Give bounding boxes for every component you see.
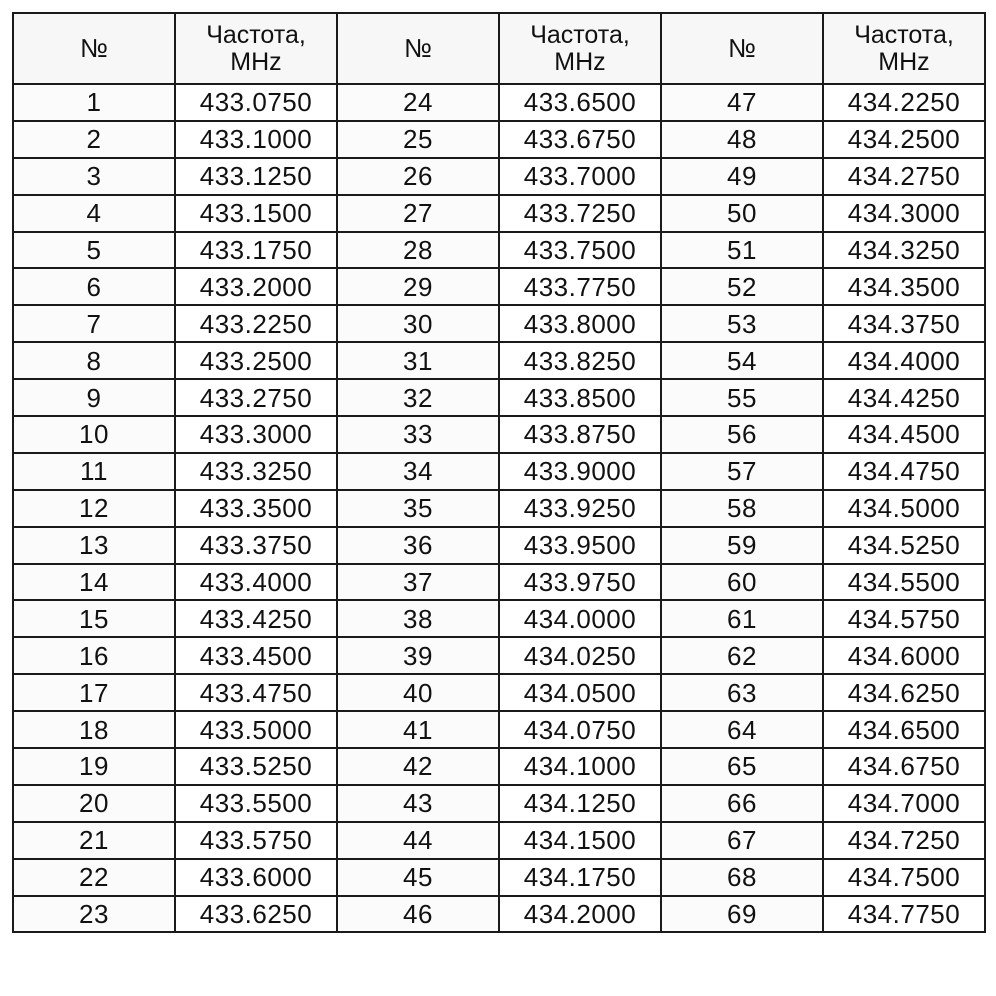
header-frequency-line1: Частота, xyxy=(854,20,954,49)
channel-number-cell: 5 xyxy=(13,232,175,269)
frequency-cell: 434.0250 xyxy=(499,637,661,674)
frequency-cell: 433.3250 xyxy=(175,453,337,490)
frequency-cell: 434.3500 xyxy=(823,268,985,305)
frequency-cell: 433.8750 xyxy=(499,416,661,453)
channel-number-cell: 53 xyxy=(661,305,823,342)
frequency-cell: 434.2250 xyxy=(823,84,985,121)
channel-number-cell: 69 xyxy=(661,896,823,933)
channel-number-cell: 13 xyxy=(13,527,175,564)
header-frequency-line1: Частота, xyxy=(530,20,630,49)
frequency-cell: 433.5250 xyxy=(175,748,337,785)
frequency-cell: 434.3750 xyxy=(823,305,985,342)
header-frequency xyxy=(499,13,661,84)
frequency-cell: 434.3250 xyxy=(823,232,985,269)
frequency-cell: 434.6250 xyxy=(823,674,985,711)
frequency-cell: 434.1250 xyxy=(499,785,661,822)
frequency-cell: 434.5000 xyxy=(823,490,985,527)
frequency-cell: 434.0750 xyxy=(499,711,661,748)
frequency-table-container xyxy=(12,12,986,933)
frequency-cell: 433.3750 xyxy=(175,527,337,564)
channel-number-cell: 34 xyxy=(337,453,499,490)
channel-number-cell: 40 xyxy=(337,674,499,711)
frequency-cell: 433.7000 xyxy=(499,158,661,195)
channel-number-cell: 12 xyxy=(13,490,175,527)
channel-number-cell: 4 xyxy=(13,195,175,232)
frequency-cell: 433.1250 xyxy=(175,158,337,195)
header-frequency xyxy=(823,13,985,84)
channel-number-cell: 44 xyxy=(337,822,499,859)
frequency-cell: 434.2500 xyxy=(823,121,985,158)
table-row xyxy=(13,158,985,195)
frequency-cell: 434.7500 xyxy=(823,859,985,896)
channel-number-cell: 24 xyxy=(337,84,499,121)
table-row xyxy=(13,748,985,785)
channel-number-cell: 67 xyxy=(661,822,823,859)
frequency-cell: 434.1000 xyxy=(499,748,661,785)
header-frequency-unit: MHz xyxy=(554,47,606,76)
channel-number-cell: 22 xyxy=(13,859,175,896)
table-row xyxy=(13,527,985,564)
channel-number-cell: 27 xyxy=(337,195,499,232)
channel-number-cell: 57 xyxy=(661,453,823,490)
channel-number-cell: 38 xyxy=(337,600,499,637)
channel-number-cell: 49 xyxy=(661,158,823,195)
channel-number-cell: 41 xyxy=(337,711,499,748)
frequency-cell: 433.5750 xyxy=(175,822,337,859)
frequency-cell: 434.6500 xyxy=(823,711,985,748)
channel-number-cell: 58 xyxy=(661,490,823,527)
frequency-cell: 434.1750 xyxy=(499,859,661,896)
channel-number-cell: 51 xyxy=(661,232,823,269)
table-row xyxy=(13,674,985,711)
table-row xyxy=(13,453,985,490)
table-row xyxy=(13,859,985,896)
channel-number-cell: 39 xyxy=(337,637,499,674)
channel-number-cell: 36 xyxy=(337,527,499,564)
frequency-cell: 433.4250 xyxy=(175,600,337,637)
frequency-cell: 433.7250 xyxy=(499,195,661,232)
frequency-cell: 434.5500 xyxy=(823,564,985,601)
channel-number-cell: 54 xyxy=(661,342,823,379)
table-row xyxy=(13,490,985,527)
frequency-cell: 434.7000 xyxy=(823,785,985,822)
frequency-cell: 433.2750 xyxy=(175,379,337,416)
frequency-cell: 433.7750 xyxy=(499,268,661,305)
frequency-cell: 433.6000 xyxy=(175,859,337,896)
channel-number-cell: 35 xyxy=(337,490,499,527)
frequency-cell: 433.8500 xyxy=(499,379,661,416)
table-row xyxy=(13,232,985,269)
frequency-cell: 434.2750 xyxy=(823,158,985,195)
channel-number-cell: 7 xyxy=(13,305,175,342)
table-row xyxy=(13,121,985,158)
frequency-cell: 434.4250 xyxy=(823,379,985,416)
frequency-cell: 434.1500 xyxy=(499,822,661,859)
frequency-cell: 433.1000 xyxy=(175,121,337,158)
channel-number-cell: 66 xyxy=(661,785,823,822)
frequency-cell: 433.1500 xyxy=(175,195,337,232)
table-row xyxy=(13,564,985,601)
frequency-cell: 433.9250 xyxy=(499,490,661,527)
table-row xyxy=(13,342,985,379)
channel-number-cell: 31 xyxy=(337,342,499,379)
channel-number-cell: 18 xyxy=(13,711,175,748)
frequency-cell: 433.4500 xyxy=(175,637,337,674)
channel-number-cell: 37 xyxy=(337,564,499,601)
frequency-cell: 434.7250 xyxy=(823,822,985,859)
channel-number-cell: 61 xyxy=(661,600,823,637)
channel-number-cell: 63 xyxy=(661,674,823,711)
frequency-cell: 433.6250 xyxy=(175,896,337,933)
frequency-cell: 433.3000 xyxy=(175,416,337,453)
frequency-cell: 434.4000 xyxy=(823,342,985,379)
table-row xyxy=(13,195,985,232)
channel-number-cell: 48 xyxy=(661,121,823,158)
channel-number-cell: 28 xyxy=(337,232,499,269)
table-row xyxy=(13,379,985,416)
channel-number-cell: 60 xyxy=(661,564,823,601)
channel-number-cell: 65 xyxy=(661,748,823,785)
frequency-cell: 433.4750 xyxy=(175,674,337,711)
channel-number-cell: 14 xyxy=(13,564,175,601)
header-row xyxy=(13,13,985,84)
frequency-cell: 433.5000 xyxy=(175,711,337,748)
channel-number-cell: 43 xyxy=(337,785,499,822)
frequency-cell: 433.9000 xyxy=(499,453,661,490)
table-row xyxy=(13,785,985,822)
frequency-cell: 433.9500 xyxy=(499,527,661,564)
channel-number-cell: 19 xyxy=(13,748,175,785)
channel-number-cell: 47 xyxy=(661,84,823,121)
channel-number-cell: 10 xyxy=(13,416,175,453)
channel-number-cell: 9 xyxy=(13,379,175,416)
channel-number-cell: 20 xyxy=(13,785,175,822)
header-frequency xyxy=(175,13,337,84)
frequency-cell: 434.6000 xyxy=(823,637,985,674)
frequency-cell: 433.3500 xyxy=(175,490,337,527)
header-frequency-line1: Частота, xyxy=(206,20,306,49)
table-row xyxy=(13,822,985,859)
channel-number-cell: 6 xyxy=(13,268,175,305)
frequency-cell: 434.5250 xyxy=(823,527,985,564)
frequency-cell: 433.5500 xyxy=(175,785,337,822)
frequency-cell: 433.2000 xyxy=(175,268,337,305)
table-row xyxy=(13,711,985,748)
frequency-cell: 434.2000 xyxy=(499,896,661,933)
frequency-cell: 434.0000 xyxy=(499,600,661,637)
channel-number-cell: 21 xyxy=(13,822,175,859)
header-number: № xyxy=(337,13,499,84)
frequency-cell: 433.2500 xyxy=(175,342,337,379)
channel-number-cell: 29 xyxy=(337,268,499,305)
channel-number-cell: 11 xyxy=(13,453,175,490)
table-row xyxy=(13,84,985,121)
channel-number-cell: 32 xyxy=(337,379,499,416)
table-body xyxy=(13,84,985,932)
frequency-cell: 434.7750 xyxy=(823,896,985,933)
frequency-cell: 434.0500 xyxy=(499,674,661,711)
header-number: № xyxy=(13,13,175,84)
channel-number-cell: 8 xyxy=(13,342,175,379)
channel-number-cell: 3 xyxy=(13,158,175,195)
frequency-cell: 433.7500 xyxy=(499,232,661,269)
table-row xyxy=(13,600,985,637)
channel-number-cell: 17 xyxy=(13,674,175,711)
table-row xyxy=(13,305,985,342)
header-frequency-unit: MHz xyxy=(878,47,930,76)
channel-number-cell: 59 xyxy=(661,527,823,564)
frequency-cell: 433.6750 xyxy=(499,121,661,158)
frequency-cell: 433.8250 xyxy=(499,342,661,379)
channel-number-cell: 16 xyxy=(13,637,175,674)
frequency-table xyxy=(12,12,986,933)
frequency-cell: 433.9750 xyxy=(499,564,661,601)
channel-number-cell: 26 xyxy=(337,158,499,195)
frequency-cell: 433.1750 xyxy=(175,232,337,269)
channel-number-cell: 1 xyxy=(13,84,175,121)
table-row xyxy=(13,268,985,305)
channel-number-cell: 2 xyxy=(13,121,175,158)
frequency-cell: 434.5750 xyxy=(823,600,985,637)
channel-number-cell: 25 xyxy=(337,121,499,158)
channel-number-cell: 55 xyxy=(661,379,823,416)
channel-number-cell: 23 xyxy=(13,896,175,933)
frequency-cell: 433.2250 xyxy=(175,305,337,342)
channel-number-cell: 62 xyxy=(661,637,823,674)
frequency-cell: 434.4750 xyxy=(823,453,985,490)
channel-number-cell: 68 xyxy=(661,859,823,896)
channel-number-cell: 33 xyxy=(337,416,499,453)
channel-number-cell: 56 xyxy=(661,416,823,453)
frequency-cell: 433.6500 xyxy=(499,84,661,121)
channel-number-cell: 52 xyxy=(661,268,823,305)
channel-number-cell: 15 xyxy=(13,600,175,637)
header-number: № xyxy=(661,13,823,84)
frequency-cell: 434.6750 xyxy=(823,748,985,785)
frequency-cell: 433.0750 xyxy=(175,84,337,121)
table-row xyxy=(13,637,985,674)
channel-number-cell: 46 xyxy=(337,896,499,933)
frequency-cell: 433.8000 xyxy=(499,305,661,342)
channel-number-cell: 45 xyxy=(337,859,499,896)
channel-number-cell: 30 xyxy=(337,305,499,342)
frequency-cell: 434.4500 xyxy=(823,416,985,453)
frequency-cell: 434.3000 xyxy=(823,195,985,232)
channel-number-cell: 64 xyxy=(661,711,823,748)
header-frequency-unit: MHz xyxy=(230,47,282,76)
channel-number-cell: 42 xyxy=(337,748,499,785)
frequency-cell: 433.4000 xyxy=(175,564,337,601)
table-row xyxy=(13,896,985,933)
channel-number-cell: 50 xyxy=(661,195,823,232)
table-row xyxy=(13,416,985,453)
